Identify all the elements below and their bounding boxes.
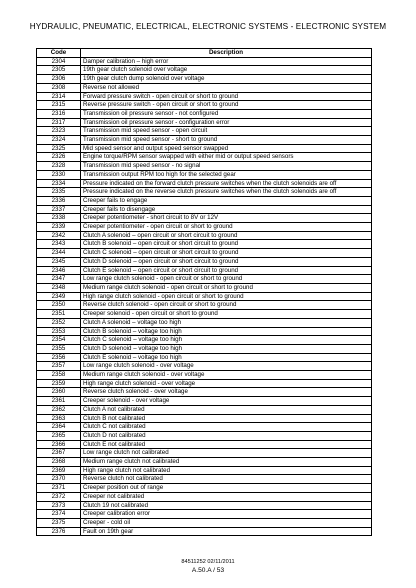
description-cell: Creeper potentiometer - short circuit to 8V or 12V [81,214,372,223]
description-cell: Clutch C solenoid – open circuit or short circuit to ground [81,249,372,258]
table-row [37,318,372,327]
error-code-cell: 2305 [37,66,81,75]
table-row [37,475,372,484]
table-row [37,292,372,301]
description-cell: Transmission mid speed sensor - no signal [81,162,372,171]
description-cell: Reverse not allowed [81,83,372,92]
table-row [37,492,372,501]
description-cell: Transmission mid speed sensor - short to ground [81,136,372,145]
description-cell: Clutch D solenoid – voltage too high [81,344,372,353]
table-row [37,257,372,266]
page-number: A.50.A / 53 [191,567,225,574]
description-cell: Clutch D not calibrated [81,431,372,440]
table-row [37,153,372,162]
error-code-cell: 2325 [37,144,81,153]
error-code-cell: 2376 [37,527,81,536]
description-cell: Creeper solenoid - open circuit or short to ground [81,310,372,319]
description-cell: Creeper potentiometer - open circuit or short to ground [81,223,372,232]
description-cell: Transmission output RPM too high for the selected gear [81,170,372,179]
error-code-cell: 2357 [37,362,81,371]
table-row [37,66,372,75]
description-cell: Creeper position out of range [81,484,372,493]
error-code-cell: 2314 [37,92,81,101]
table-row [37,449,372,458]
description-cell: Clutch A not calibrated [81,405,372,414]
error-code-cell: 2349 [37,292,81,301]
description-cell: Creeper not calibrated [81,492,372,501]
column-header-code: Code [37,49,81,58]
table-row [37,405,372,414]
table-row [37,92,372,101]
description-cell: Creeper - cold oil [81,518,372,527]
error-code-cell: 2374 [37,510,81,519]
table-row [37,327,372,336]
description-cell: Medium range clutch solenoid - over voltage [81,371,372,380]
error-code-cell: 2371 [37,484,81,493]
description-cell: 19th gear clutch solenoid over voltage [81,66,372,75]
error-code-cell: 2339 [37,223,81,232]
table-row [37,388,372,397]
table-row [37,458,372,467]
table-row [37,83,372,92]
error-code-cell: 2348 [37,283,81,292]
table-row [37,170,372,179]
description-cell: 19th gear clutch dump solenoid over voltage [81,75,372,84]
error-code-cell: 2315 [37,101,81,110]
table-row [37,353,372,362]
description-cell: Medium range clutch not calibrated [81,458,372,467]
error-code-cell: 2317 [37,118,81,127]
error-code-cell: 2304 [37,57,81,66]
description-cell: Transmission oil pressure sensor - not configured [81,109,372,118]
description-cell: Low range clutch solenoid - over voltage [81,362,372,371]
error-code-cell: 2336 [37,196,81,205]
error-code-cell: 2366 [37,440,81,449]
table-row [37,196,372,205]
error-code-cell: 2360 [37,388,81,397]
error-code-cell: 2306 [37,75,81,84]
error-code-cell: 2373 [37,501,81,510]
description-cell: Transmission oil pressure sensor - configuration error [81,118,372,127]
description-cell: Pressure indicated on the reverse clutch pressure switches when the clutch solenoids are off [81,188,372,197]
table-row [37,188,372,197]
table-row [37,484,372,493]
table-row [37,510,372,519]
error-code-cell: 2337 [37,205,81,214]
table-row [37,440,372,449]
description-cell: Medium range clutch solenoid - open circuit or short to ground [81,283,372,292]
error-code-cell: 2370 [37,475,81,484]
error-code-table [36,48,372,536]
table-row [37,379,372,388]
table-row [37,127,372,136]
description-cell: Creeper solenoid - over voltage [81,397,372,406]
table-row [37,362,372,371]
error-code-cell: 2375 [37,518,81,527]
table-row [37,518,372,527]
table-row [37,101,372,110]
description-cell: Creeper fails to engage [81,196,372,205]
table-row [37,214,372,223]
error-code-cell: 2308 [37,83,81,92]
table-row [37,527,372,536]
description-cell: Engine torque/RPM sensor swapped with either mid or output speed sensors [81,153,372,162]
description-cell: Clutch E solenoid – open circuit or short circuit to ground [81,266,372,275]
error-code-cell: 2342 [37,231,81,240]
description-cell: High range clutch solenoid - over voltage [81,379,372,388]
table-row [37,501,372,510]
description-cell: Clutch C not calibrated [81,423,372,432]
table-row [37,144,372,153]
table-row [37,249,372,258]
description-cell: Clutch E solenoid – voltage too high [81,353,372,362]
table-row [37,466,372,475]
table-row [37,109,372,118]
error-code-cell: 2345 [37,257,81,266]
description-cell: Mid speed sensor and output speed sensor swapped [81,144,372,153]
table-row [37,205,372,214]
error-code-cell: 2330 [37,170,81,179]
table-row [37,57,372,66]
table-row [37,431,372,440]
table-row [37,414,372,423]
description-cell: Clutch C solenoid – voltage too high [81,336,372,345]
table-row [37,283,372,292]
table-row [37,231,372,240]
error-code-cell: 2372 [37,492,81,501]
description-cell: Reverse pressure switch - open circuit or short to ground [81,101,372,110]
description-cell: Creeper calibration error [81,510,372,519]
table-row [37,275,372,284]
description-cell: Creeper fails to disengage [81,205,372,214]
error-code-cell: 2353 [37,327,81,336]
error-code-cell: 2335 [37,188,81,197]
table-row [37,310,372,319]
table-row [37,423,372,432]
table-header-row [37,49,372,58]
table-row [37,136,372,145]
page-header-title: HYDRAULIC, PNEUMATIC, ELECTRICAL, ELECTRONIC SYSTEMS - ELECTRONIC SYSTEM [29,22,387,31]
error-code-cell: 2323 [37,127,81,136]
error-code-cell: 2326 [37,153,81,162]
description-cell: Clutch 19 not calibrated [81,501,372,510]
table-row [37,118,372,127]
description-cell: Clutch B solenoid – open circuit or short circuit to ground [81,240,372,249]
description-cell: Transmission mid speed sensor - open circuit [81,127,372,136]
error-code-cell: 2364 [37,423,81,432]
error-code-cell: 2324 [37,136,81,145]
error-code-cell: 2368 [37,458,81,467]
error-code-cell: 2334 [37,179,81,188]
error-code-cell: 2354 [37,336,81,345]
error-code-cell: 2355 [37,344,81,353]
error-code-cell: 2363 [37,414,81,423]
table-row [37,266,372,275]
error-code-cell: 2356 [37,353,81,362]
error-code-cell: 2361 [37,397,81,406]
column-header-description: Description [81,49,372,58]
error-code-cell: 2346 [37,266,81,275]
description-cell: Low range clutch not calibrated [81,449,372,458]
table-row [37,336,372,345]
error-code-cell: 2338 [37,214,81,223]
description-cell: Fault on 19th gear [81,527,372,536]
description-cell: Reverse clutch not calibrated [81,475,372,484]
description-cell: High range clutch solenoid - open circuit or short to ground [81,292,372,301]
description-cell: Clutch E not calibrated [81,440,372,449]
error-code-cell: 2347 [37,275,81,284]
error-code-cell: 2358 [37,371,81,380]
error-code-cell: 2365 [37,431,81,440]
description-cell: Reverse clutch solenoid - over voltage [81,388,372,397]
error-code-cell: 2351 [37,310,81,319]
error-code-cell: 2343 [37,240,81,249]
error-code-cell: 2352 [37,318,81,327]
table-row [37,179,372,188]
table-row [37,397,372,406]
description-cell: High range clutch not calibrated [81,466,372,475]
error-code-cell: 2344 [37,249,81,258]
description-cell: Low range clutch solenoid - open circuit or short to ground [81,275,372,284]
error-code-cell: 2367 [37,449,81,458]
description-cell: Pressure indicated on the forward clutch pressure switches when the clutch solenoids are off [81,179,372,188]
error-code-cell: 2369 [37,466,81,475]
description-cell: Clutch B solenoid – voltage too high [81,327,372,336]
description-cell: Reverse clutch solenoid - open circuit or short to ground [81,301,372,310]
table-row [37,223,372,232]
error-code-cell: 2328 [37,162,81,171]
description-cell: Damper calibration – high error [81,57,372,66]
description-cell: Clutch A solenoid – voltage too high [81,318,372,327]
description-cell: Clutch A solenoid – open circuit or short circuit to ground [81,231,372,240]
error-code-cell: 2359 [37,379,81,388]
table-row [37,371,372,380]
description-cell: Forward pressure switch - open circuit or short to ground [81,92,372,101]
error-code-cell: 2362 [37,405,81,414]
table-row [37,240,372,249]
table-row [37,301,372,310]
error-code-cell: 2350 [37,301,81,310]
error-code-cell: 2316 [37,109,81,118]
description-cell: Clutch D solenoid – open circuit or short circuit to ground [81,257,372,266]
document-reference: 84511252 02/11/2011 [181,559,235,565]
table-row [37,344,372,353]
table-row [37,75,372,84]
description-cell: Clutch B not calibrated [81,414,372,423]
table-row [37,162,372,171]
